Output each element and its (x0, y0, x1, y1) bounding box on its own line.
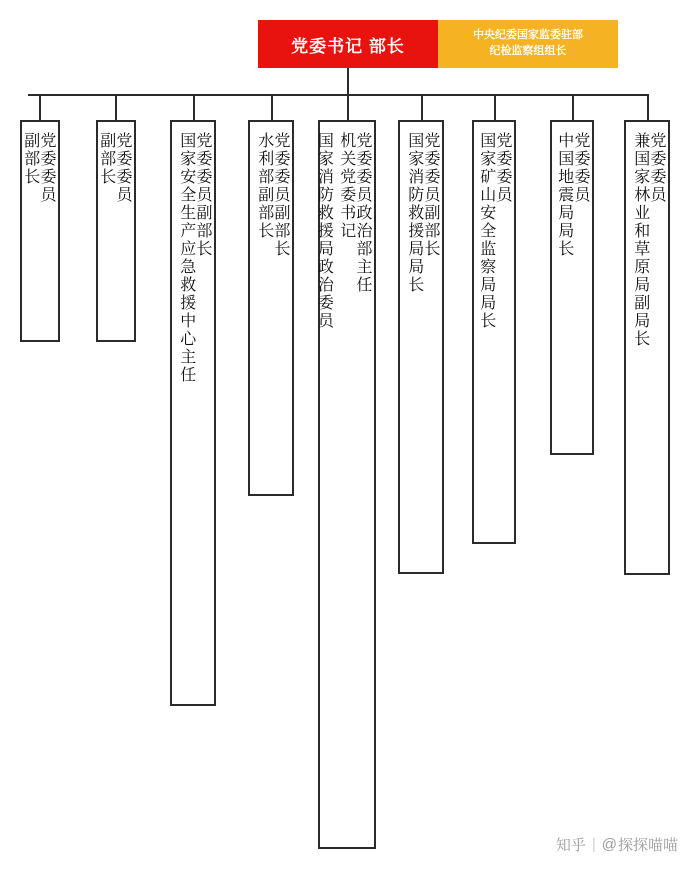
connector-drop-6 (421, 94, 423, 120)
node-5-col-1: 党委委员政治部主任 (354, 132, 371, 294)
connector-drop-1 (39, 94, 41, 120)
connector-drop-9 (647, 94, 649, 120)
node-6-col-2: 国家消防救援局局长 (405, 132, 423, 294)
node-6[interactable] (398, 120, 444, 574)
node-3[interactable] (170, 120, 216, 706)
node-5-col-3: 国家消防救援局政治委员 (315, 132, 333, 330)
connector-drop-4 (271, 94, 273, 120)
connector-bus (28, 94, 648, 96)
node-4-col-1: 党委委员副部长 (272, 132, 289, 258)
node-7-col-1: 党委委员 (494, 132, 511, 204)
node-2-col-2: 副部长 (97, 132, 115, 186)
node-6-col-1: 党委委员副部长 (422, 132, 439, 258)
root-node[interactable] (258, 20, 438, 68)
node-1[interactable] (20, 120, 60, 342)
node-2[interactable] (96, 120, 136, 342)
connector-drop-7 (494, 94, 496, 120)
node-2-col-1: 党委委员 (114, 132, 131, 204)
top-row (258, 20, 618, 68)
node-8-col-2: 中国地震局局长 (555, 132, 573, 258)
connector-drop-2 (115, 94, 117, 120)
node-7-col-2: 国家矿山安全监察局局长 (477, 132, 495, 330)
node-5-col-2: 机关党委书记 (337, 132, 355, 240)
node-9-col-2: 兼国家林业和草原局副局长 (631, 132, 649, 348)
node-3-col-2: 国家安全生产应急救援中心主任 (177, 132, 195, 384)
connector-drop-5 (347, 94, 349, 120)
watermark-user: 探探喵喵 (617, 837, 678, 854)
sibling-node[interactable] (438, 20, 618, 68)
node-1-col-1: 党委委员 (38, 132, 55, 204)
watermark-at: @ (601, 836, 617, 853)
node-9[interactable] (624, 120, 670, 575)
sibling-node-line1: 中央纪委国家监委驻部 (473, 29, 583, 42)
connector-drop-8 (572, 94, 574, 120)
node-3-col-1: 党委委员副部长 (194, 132, 211, 258)
node-4[interactable] (248, 120, 294, 496)
node-9-col-1: 党委委员 (648, 132, 665, 204)
zhihu-logo: 知乎 (555, 837, 586, 854)
node-8[interactable] (550, 120, 594, 455)
sibling-node-line2: 纪检监察组组长 (489, 45, 567, 57)
watermark (556, 834, 678, 855)
node-5[interactable] (315, 120, 376, 849)
node-7[interactable] (472, 120, 516, 544)
watermark-separator: | (591, 836, 596, 853)
root-node-label: 党委书记 部长 (291, 36, 405, 56)
connector-stem (347, 68, 349, 94)
connector-drop-3 (193, 94, 195, 120)
node-8-col-1: 党委委员 (572, 132, 589, 204)
node-4-col-2: 水利部副部长 (255, 132, 273, 240)
node-1-col-2: 副部长 (21, 132, 39, 186)
